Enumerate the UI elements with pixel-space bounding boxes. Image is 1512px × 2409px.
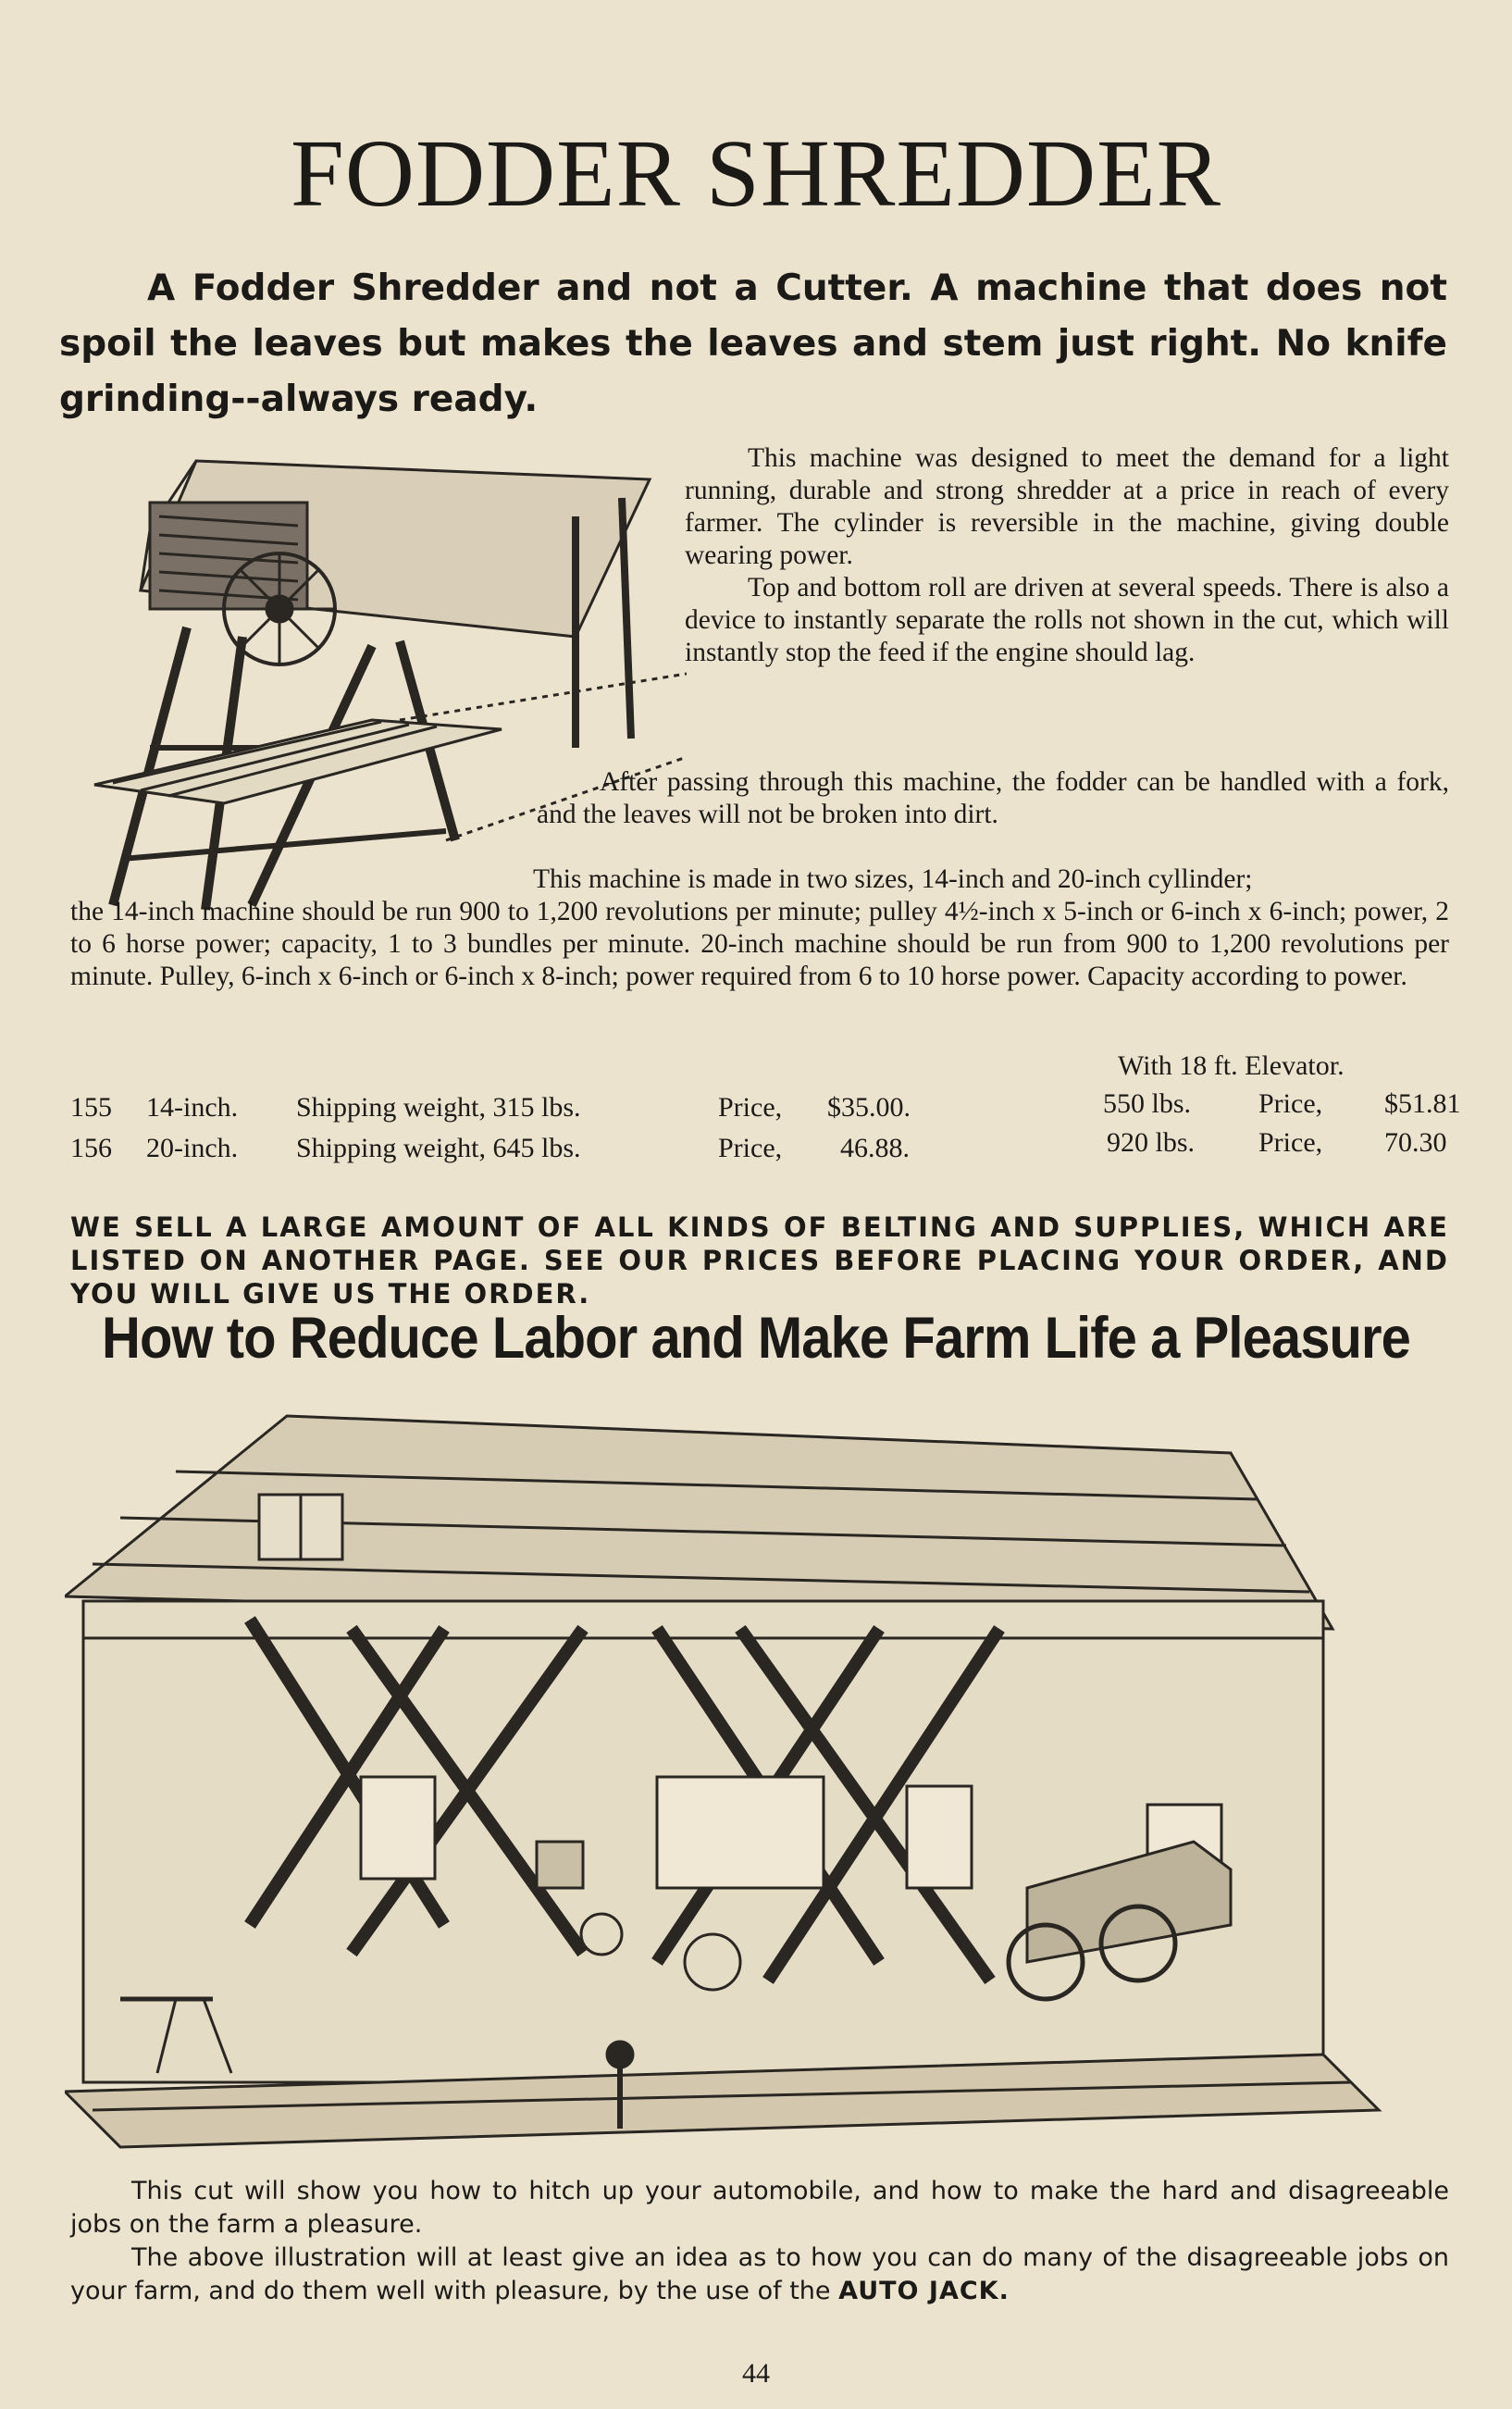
intro-paragraph: A Fodder Shredder and not a Cutter. A machine that does not spoil the leaves but makes the leaves and stem just right. No knife grinding--always ready. [59, 267, 1447, 420]
description-paragraph-4 [70, 863, 1449, 993]
machine-size: 20-inch. [146, 1133, 239, 1163]
belting-notice: WE SELL A LARGE AMOUNT OF ALL KINDS OF BELTING AND SUPPLIES, WHICH ARE LISTED ON ANOTHER PAGE. SEE OUR PRICES BEFORE PLACING YOUR ORDER, AND YOU WILL GIVE US THE ORDER. [70, 1211, 1449, 1310]
shipping-weight: Shipping weight, 315 lbs. [296, 1092, 581, 1123]
elevator-weight: 550 lbs. [1103, 1088, 1192, 1119]
shipping-weight: Shipping weight, 645 lbs. [296, 1133, 581, 1163]
closing-paragraph-2: The above illustration will at least give an idea as to how you can do many of the disagreeable jobs on your farm, and do them well with pleasure, by the use of the [70, 2243, 1449, 2305]
elevator-price-label: Price, [1258, 1088, 1323, 1119]
elevator-price-value: 70.30 [1384, 1127, 1447, 1158]
price-label: Price, [718, 1133, 783, 1163]
page-number: 44 [742, 2358, 770, 2389]
price-row [70, 1127, 1449, 1170]
barn-illustration [65, 1407, 1453, 2166]
description-paragraph-1: This machine was designed to meet the demand for a light running, durable and strong shredder at a price in reach of every farmer. The cylinder is reversible in the machine, giving double wearing power. [685, 443, 1449, 570]
section-heading: How to Reduce Labor and Make Farm Life a Pleasure [102, 1306, 1410, 1371]
price-value: 46.88. [840, 1133, 910, 1163]
elevator-weight: 920 lbs. [1107, 1127, 1196, 1158]
price-row [70, 1088, 1461, 1129]
description-paragraph-4-lead: This machine is made in two sizes, 14-inch and 20-inch cyllinder; [533, 864, 1253, 894]
elevator-column-header: With 18 ft. Elevator. [1118, 1050, 1345, 1081]
elevator-price-label: Price, [1258, 1127, 1323, 1158]
elevator-price-value: $51.81 [1384, 1088, 1461, 1119]
description-column [685, 442, 1449, 669]
description-paragraph-4-rest: the 14-inch machine should be run 900 to 1,200 revolutions per minute; pulley 4½-inch x 5-inch or 6-inch x 6-inch; power, 2 to 6 horse power; capacity, 1 to 3 bundles per minute. 20-inch machine should be run from 900 to 1,200 revolutions per minute. Pulley, 6-inch x 6-inch or 6-inch x 8-inch; power required from 6 to 10 horse power. Capacity according to power. [70, 897, 1449, 991]
description-paragraph-2: Top and bottom roll are driven at several speeds. There is also a device to instantly separate the rolls not shown in the cut, which will instantly stop the feed if the engine should lag. [685, 573, 1449, 667]
catalog-number: 156 [70, 1133, 112, 1163]
auto-jack-label: AUTO JACK. [838, 2277, 1010, 2305]
shredder-illustration [57, 442, 687, 933]
closing-text [70, 2175, 1449, 2308]
page-title: FODDER SHREDDER [291, 120, 1221, 227]
machine-size: 14-inch. [146, 1092, 239, 1123]
catalog-number: 155 [70, 1092, 112, 1123]
price-value: $35.00. [827, 1092, 911, 1123]
description-paragraph-3: After passing through this machine, the fodder can be handled with a fork, and the leaves will not be broken into dirt. [537, 767, 1449, 829]
closing-paragraph-1: This cut will show you how to hitch up your automobile, and how to make the hard and disagreeable jobs on the farm a pleasure. [70, 2177, 1449, 2239]
price-label: Price, [718, 1092, 783, 1123]
